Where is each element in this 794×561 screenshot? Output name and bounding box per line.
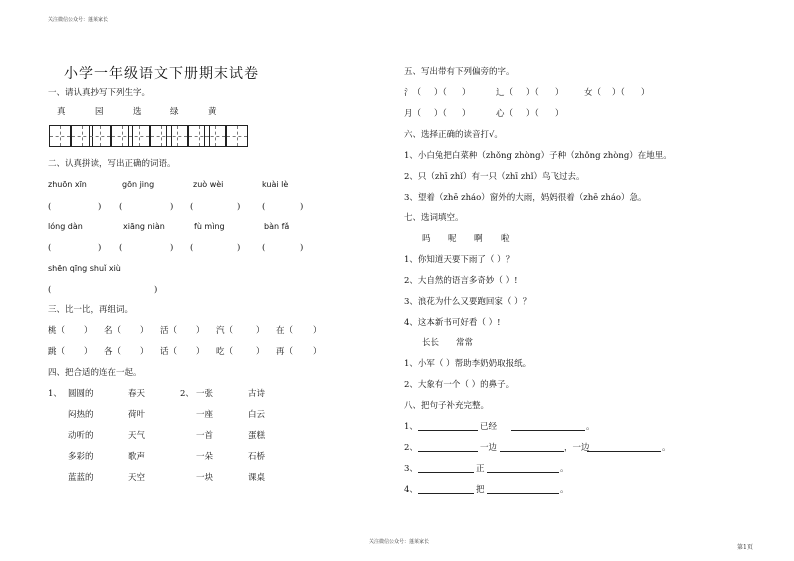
pinyin: xiāng niàn <box>123 222 165 231</box>
match-word: 歌声 <box>128 452 146 462</box>
writing-grid[interactable] <box>204 125 226 147</box>
pronunciation-item: 3、望着（zhē zháo）窗外的大雨，妈妈很着（zhē zháo）急。 <box>404 193 647 203</box>
writing-grid[interactable] <box>226 125 248 147</box>
match-word: 天空 <box>128 473 146 483</box>
blank-line[interactable] <box>487 472 559 473</box>
blank-line[interactable] <box>587 451 661 452</box>
writing-grid[interactable] <box>89 125 111 147</box>
compare-item: 在（ <box>276 326 294 336</box>
match-word: 蓝蓝的 <box>68 473 94 483</box>
paren: ) <box>237 243 241 253</box>
match-word: 一座 <box>196 410 214 420</box>
sentence-word: 把 <box>476 485 485 495</box>
copy-char: 园 <box>95 107 104 117</box>
sentence-end: 。 <box>560 485 569 495</box>
section-5-heading: 五、写出带有下列偏旁的字。 <box>404 67 515 77</box>
paren: ( <box>262 243 266 253</box>
paren: ( <box>48 202 52 212</box>
compare-item: 名（ <box>104 326 122 336</box>
footer-note: 关注微信公众号：蓬莱家长 <box>369 539 430 545</box>
copy-char: 黄 <box>208 107 217 117</box>
pinyin: shēn qīng shuǐ xiù <box>48 264 121 273</box>
sentence-number: 4、 <box>404 485 418 495</box>
match-word: 闷热的 <box>68 410 94 420</box>
fill-item: 2、大自然的语言多奇妙（ ）! <box>404 276 518 286</box>
radical-item: ） <box>641 88 650 98</box>
radical-item: ）（ <box>526 109 539 119</box>
compare-item: 桃（ <box>48 326 66 336</box>
pinyin: fù mìng <box>194 222 225 231</box>
radical-item: 心（ <box>496 109 514 119</box>
paren: ) <box>154 285 158 295</box>
match-word: 石桥 <box>248 452 266 462</box>
sentence-word: 正 <box>476 464 485 474</box>
section-2-heading: 二、认真拼读，写出正确的词语。 <box>48 159 176 169</box>
match-word: 春天 <box>128 389 146 399</box>
group-label: 1、 <box>48 389 62 399</box>
group-label: 2、 <box>180 389 194 399</box>
match-word: 古诗 <box>248 389 266 399</box>
radical-item: ）（ <box>612 88 625 98</box>
paren: ( <box>190 243 194 253</box>
word-choice: 吗 <box>422 234 431 244</box>
word-choice: 常常 <box>456 338 474 348</box>
paren: ( <box>262 202 266 212</box>
pinyin: zhuōn xīn <box>48 180 87 189</box>
radical-item: ） <box>555 109 564 119</box>
blank-line[interactable] <box>418 451 478 452</box>
paren: ) <box>237 202 241 212</box>
match-word: 荷叶 <box>128 410 146 420</box>
sentence-number: 1、 <box>404 422 418 432</box>
compare-item: ） <box>313 326 322 336</box>
match-word: 课桌 <box>248 473 266 483</box>
radical-item: ）（ <box>526 88 539 98</box>
radical-item: ） <box>555 88 564 98</box>
pinyin: bàn fǎ <box>264 222 290 231</box>
word-choice: 啦 <box>501 234 510 244</box>
radical-item: 辶（ <box>496 88 514 98</box>
writing-grid[interactable] <box>128 125 150 147</box>
paren: ) <box>300 243 304 253</box>
compare-item: 话（ <box>160 347 178 357</box>
section-3-heading: 三、比一比，再组词。 <box>48 305 134 315</box>
compare-item: ） <box>140 347 149 357</box>
blank-line[interactable] <box>500 451 564 452</box>
sentence-end: 。 <box>662 443 671 453</box>
copy-char: 绿 <box>170 107 179 117</box>
radical-item: ）（ <box>434 88 447 98</box>
pronunciation-item: 2、只（zhī zhǐ）有一只（zhī zhǐ）鸟飞过去。 <box>404 172 585 182</box>
copy-char: 真 <box>57 107 66 117</box>
compare-item: 活（ <box>160 326 178 336</box>
compare-item: ） <box>196 326 205 336</box>
compare-item: 各（ <box>104 347 122 357</box>
radical-item: ） <box>462 109 471 119</box>
compare-item: 吃（ <box>216 347 234 357</box>
page-title: 小学一年级语文下册期末试卷 <box>64 66 259 82</box>
match-word: 一块 <box>196 473 214 483</box>
word-choice: 长长 <box>422 338 440 348</box>
pronunciation-item: 1、小白兔把白菜种（zhǒng zhòng）子种（zhǒng zhòng）在地里。 <box>404 151 672 161</box>
compare-item: 再（ <box>276 347 294 357</box>
blank-line[interactable] <box>418 430 478 431</box>
compare-item: ） <box>256 326 265 336</box>
section-8-heading: 八、把句子补充完整。 <box>404 401 490 411</box>
pinyin: gōn jing <box>122 180 155 189</box>
match-word: 白云 <box>248 410 266 420</box>
fill-item: 2、大象有一个（ ）的鼻子。 <box>404 380 515 390</box>
match-word: 圆圆的 <box>68 389 94 399</box>
paren: ) <box>300 202 304 212</box>
radical-item: 月（ <box>404 109 422 119</box>
paren: ( <box>48 285 52 295</box>
match-word: 多彩的 <box>68 452 94 462</box>
paren: ( <box>119 202 123 212</box>
page-number: 第1页 <box>737 544 753 551</box>
fill-item: 1、小军（ ）帮助李奶奶取报纸。 <box>404 359 532 369</box>
section-6-heading: 六、选择正确的读音打√。 <box>404 130 503 140</box>
paren: ) <box>170 202 174 212</box>
sentence-word: ，一边 <box>564 443 590 453</box>
section-7-heading: 七、选词填空。 <box>404 213 464 223</box>
sentence-number: 2、 <box>404 443 418 453</box>
compare-item: ） <box>313 347 322 357</box>
match-word: 动听的 <box>68 431 94 441</box>
sentence-number: 3、 <box>404 464 418 474</box>
sentence-word: 已经 <box>480 422 498 432</box>
blank-line[interactable] <box>418 472 474 473</box>
paren: ) <box>170 243 174 253</box>
fill-item: 1、你知道天要下雨了（ ）？ <box>404 255 515 265</box>
paren: ( <box>190 202 194 212</box>
radical-item: ） <box>462 88 471 98</box>
compare-item: ） <box>84 347 93 357</box>
blank-line[interactable] <box>511 430 585 431</box>
sentence-end: 。 <box>560 464 569 474</box>
fill-item: 4、这本新书可好看（ ）! <box>404 318 501 328</box>
paren: ( <box>48 243 52 253</box>
word-choice: 呢 <box>448 234 457 244</box>
writing-grid[interactable] <box>49 125 71 147</box>
pinyin: kuài lè <box>262 180 289 189</box>
paren: ( <box>119 243 123 253</box>
sentence-end: 。 <box>586 422 595 432</box>
pinyin: lóng dàn <box>48 222 83 231</box>
match-word: 蛋糕 <box>248 431 266 441</box>
pinyin: zuò wèi <box>193 180 224 189</box>
fill-item: 3、浪花为什么又要跑回家（ ）？ <box>404 297 532 307</box>
sentence-word: 一边 <box>480 443 498 453</box>
radical-item: ）（ <box>434 109 447 119</box>
section-4-heading: 四、把合适的连在一起。 <box>48 368 142 378</box>
compare-item: ） <box>196 347 205 357</box>
compare-item: 汽（ <box>216 326 234 336</box>
compare-item: ） <box>140 326 149 336</box>
compare-item: 跳（ <box>48 347 66 357</box>
word-choice: 啊 <box>474 234 483 244</box>
blank-line[interactable] <box>418 493 474 494</box>
match-word: 一张 <box>196 389 214 399</box>
compare-item: ） <box>256 347 265 357</box>
paren: ) <box>98 243 102 253</box>
copy-char: 选 <box>133 107 142 117</box>
match-word: 天气 <box>128 431 146 441</box>
radical-item: 氵（ <box>404 88 422 98</box>
match-word: 一朵 <box>196 452 214 462</box>
blank-line[interactable] <box>487 493 559 494</box>
radical-item: 女（ <box>584 88 602 98</box>
header-note: 关注微信公众号：蓬莱家长 <box>48 17 109 23</box>
compare-item: ） <box>84 326 93 336</box>
paren: ) <box>98 202 102 212</box>
section-1-heading: 一、请认真抄写下列生字。 <box>48 88 151 98</box>
match-word: 一首 <box>196 431 214 441</box>
writing-grid[interactable] <box>166 125 188 147</box>
